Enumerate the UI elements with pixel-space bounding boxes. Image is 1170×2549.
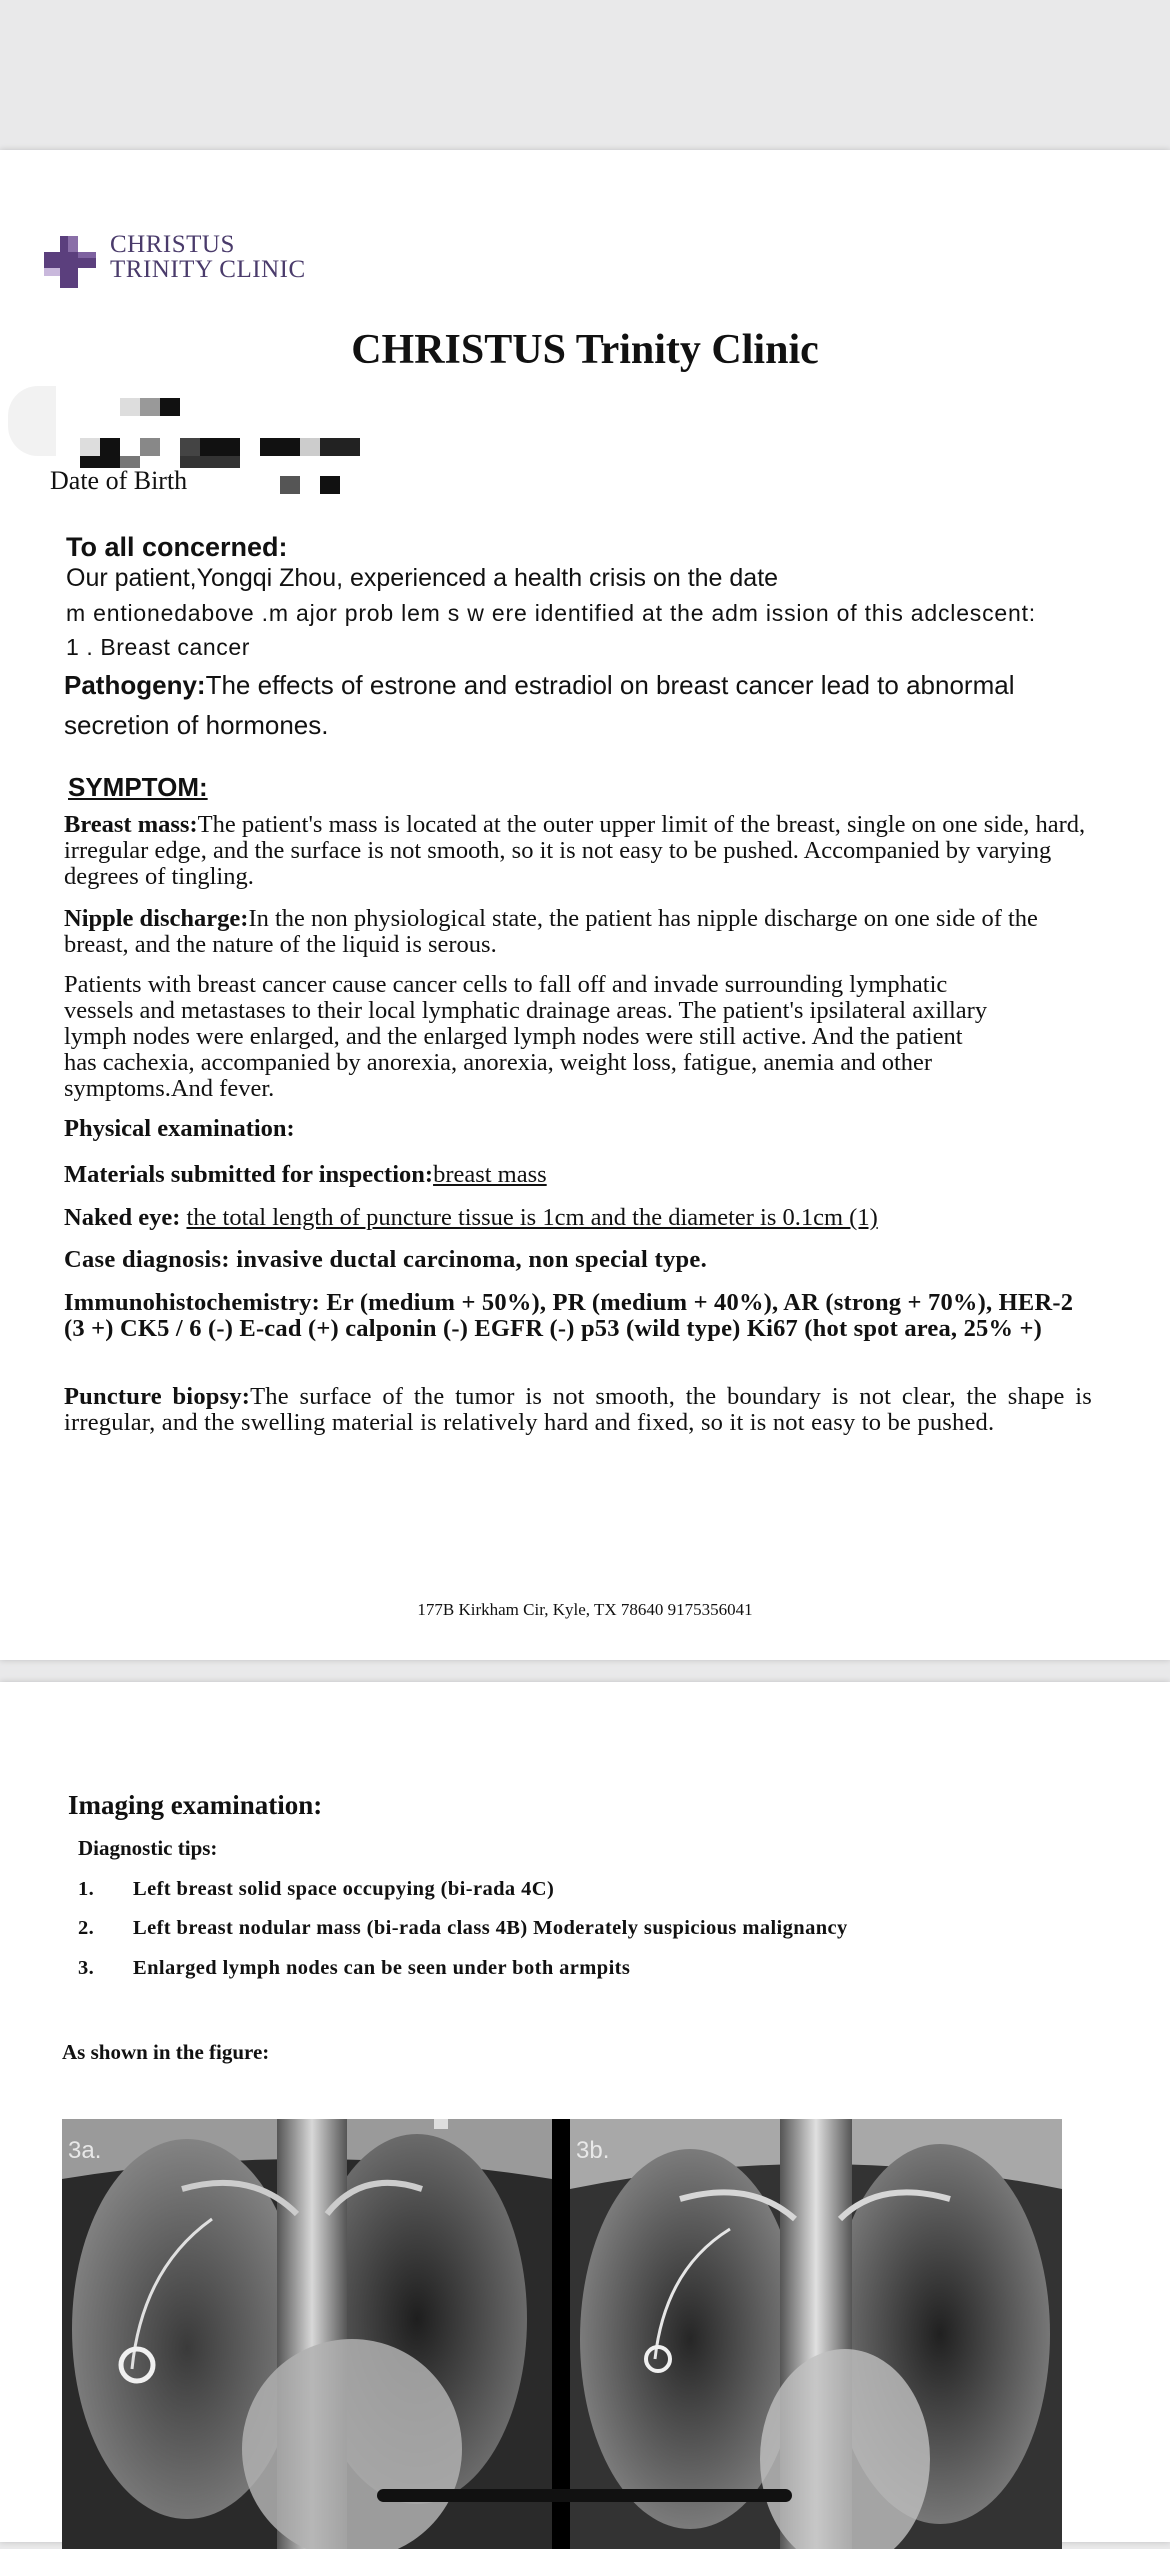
symptom-heading: SYMPTOM: [68,772,208,802]
list-number: 1. [78,1878,95,1900]
nipple-discharge-text: In the non physiological state, the patient has nipple discharge on one side of the breast, and the nature of the liquid is serous. [64,905,1038,958]
naked-eye-label: Naked eye: [64,1204,187,1231]
list-number: 3. [78,1957,95,1979]
document-page-2 [0,1682,1170,2542]
xray-panel-3b [570,2119,1062,2549]
list-number: 2. [78,1917,95,1939]
letter-line-2: m entionedabove .m ajor prob lem s w ere identified at the adm ission of this adclescent: [66,600,1036,626]
puncture-biopsy-label: Puncture biopsy: [64,1383,251,1410]
letter-line-3: 1 . Breast cancer [66,634,251,660]
pathogeny-paragraph [64,665,1090,745]
diagnostic-tips-label: Diagnostic tips: [78,1836,218,1860]
pathogeny-text: The effects of estrone and estradiol on breast cancer lead to abnormal secretion of hormones. [64,670,1015,740]
case-diagnosis: Case diagnosis: invasive ductal carcinoma, non special type. [64,1246,708,1273]
list-item [78,1917,848,1940]
document-page-1 [0,150,1170,1660]
panel-label-3a: 3a. [68,2137,102,2164]
home-indicator[interactable] [377,2489,792,2502]
xray-panel-3a [62,2119,552,2549]
chest-xray-figure [62,2119,1062,2549]
puncture-biopsy-paragraph [64,1384,1092,1436]
materials-label: Materials submitted for inspection: [64,1161,434,1188]
naked-eye-line [64,1205,1100,1231]
pathogeny-label: Pathogeny: [64,670,206,700]
metastasis-paragraph: Patients with breast cancer cause cancer cells to fall off and invade surrounding lymphatic vessels and metastases to their local lymphatic drainage areas. The patient's ipsilateral axillary lymph nodes were enlarged, and the enlarged lymph nodes were still active. And the patient has cachexia, accompanied by anorexia, anorexia, weight loss, fatigue, anemia and other symptoms.And fever. [64,971,988,1102]
puncture-biopsy-text: The surface of the tumor is not smooth, the boundary is not clear, the shape is irregular, and the swelling material is relatively hard and fixed, so it is not easy to be pushed. [64,1383,1092,1436]
physical-exam-heading: Physical examination: [64,1115,295,1142]
logo-line-1: CHRISTUS [110,231,235,258]
figure-caption: As shown in the figure: [62,2040,270,2064]
breast-mass-paragraph [64,812,1100,890]
cross-logo-icon [40,232,100,292]
footer-address: 177B Kirkham Cir, Kyle, TX 78640 9175356041 [417,1600,753,1619]
list-item [78,1878,554,1901]
nipple-discharge-paragraph [64,906,1100,958]
materials-line [64,1162,1100,1188]
letter-line-1: Our patient,Yongqi Zhou, experienced a health crisis on the date [66,564,779,592]
date-of-birth-label: Date of Birth [50,466,188,495]
breast-mass-label: Breast mass: [64,811,198,838]
list-text: Left breast solid space occupying (bi-rada 4C) [133,1878,555,1900]
list-item [78,1957,630,1980]
materials-value: breast mass [433,1161,547,1188]
logo-text [110,232,306,282]
immunohistochemistry: Immunohistochemistry: Er (medium + 50%), PR (medium + 40%), AR (strong + 70%), HER-2 (3 +) CK5 / 6 (-) E-cad (+) calponin (-) EGFR (-) p53 (wild type) Ki67 (hot spot area, 25% +) [64,1289,1074,1342]
list-text: Enlarged lymph nodes can be seen under both armpits [133,1957,631,1979]
panel-label-3b: 3b. [576,2137,610,2164]
logo-line-2: TRINITY CLINIC [110,256,306,283]
xray-3a-image [62,2119,552,2549]
naked-eye-value: the total length of puncture tissue is 1cm and the diameter is 0.1cm (1) [186,1204,878,1231]
xray-3b-image [570,2119,1062,2549]
christus-logo [40,224,330,294]
clinic-title: CHRISTUS Trinity Clinic [351,327,819,373]
to-concerned-heading: To all concerned: [66,532,288,562]
list-text: Left breast nodular mass (bi-rada class 4B) Moderately suspicious malignancy [133,1917,848,1939]
nipple-discharge-label: Nipple discharge: [64,905,249,932]
imaging-heading: Imaging examination: [68,1790,323,1820]
breast-mass-text: The patient's mass is located at the outer upper limit of the breast, single on one side, hard, irregular edge, and the surface is not smooth, so it is not easy to be pushed. Accompanied by varying degrees of tingling. [64,811,1086,890]
